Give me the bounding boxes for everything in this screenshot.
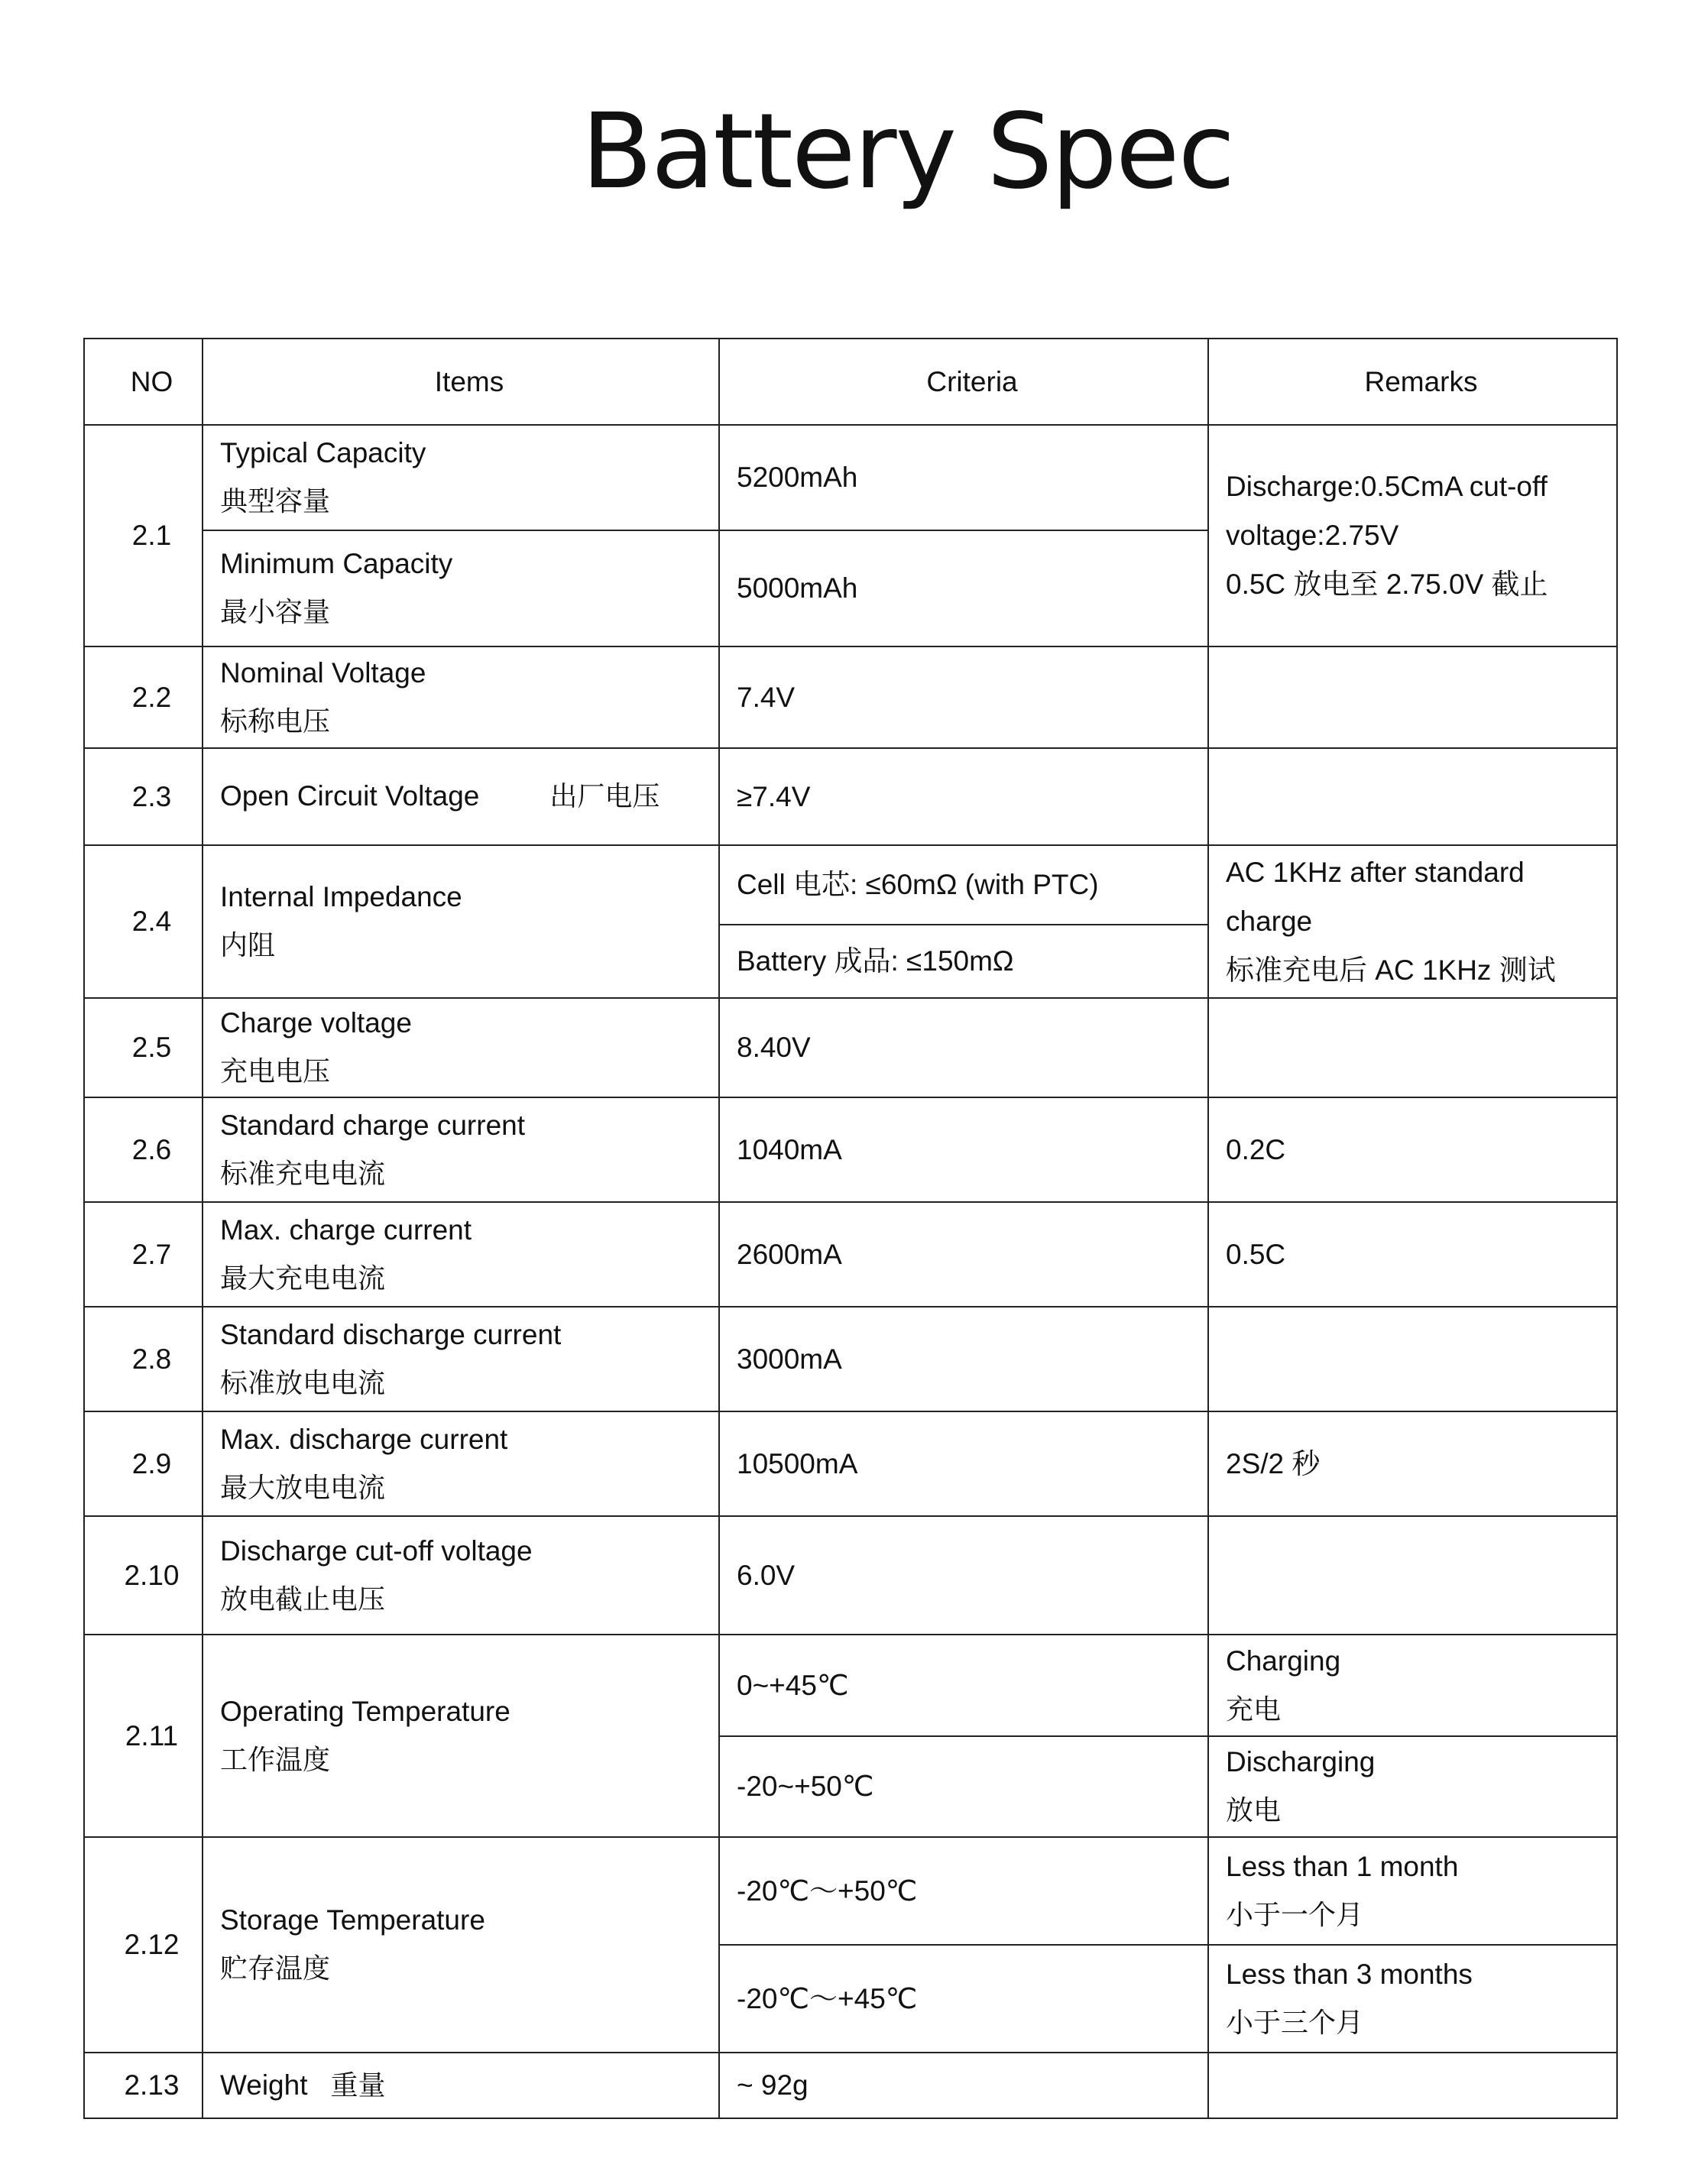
table-row: [84, 1202, 1617, 1307]
item-cell: [203, 530, 719, 646]
remarks-cell: [1208, 748, 1617, 845]
item-label-zh: 工作温度: [220, 1744, 331, 1776]
item-cell: [203, 1097, 719, 1202]
remarks-cell: [1208, 1307, 1617, 1411]
remark-line: Charging: [1226, 1644, 1341, 1677]
item-cell: [203, 1202, 719, 1307]
item-label-zh: 重量: [330, 2069, 386, 2101]
row-number: 2.12: [84, 1837, 203, 2053]
table-row: [84, 425, 1617, 530]
criteria-cell: -20℃～+45℃: [719, 1945, 1208, 2053]
row-number: 2.9: [84, 1411, 203, 1516]
remark-line: Less than 1 month: [1226, 1850, 1459, 1882]
item-label-zh: 标准充电电流: [220, 1158, 386, 1190]
remarks-cell: [1208, 845, 1617, 998]
criteria-cell: ~ 92g: [719, 2053, 1208, 2118]
criteria-cell: 2600mA: [719, 1202, 1208, 1307]
row-number: 2.6: [84, 1097, 203, 1202]
item-label-en: Standard charge current: [220, 1109, 526, 1141]
item-label-zh: 标准放电电流: [220, 1367, 386, 1399]
criteria-cell: 6.0V: [719, 1516, 1208, 1635]
item-cell: [203, 998, 719, 1097]
remark-line: charge: [1226, 906, 1313, 937]
item-label-zh: 最大放电电流: [220, 1472, 386, 1504]
item-label-en: Minimum Capacity: [220, 548, 453, 579]
remarks-cell: [1208, 425, 1617, 646]
item-label-en: Max. discharge current: [220, 1423, 508, 1455]
criteria-cell: 3000mA: [719, 1307, 1208, 1411]
remarks-cell: [1208, 2053, 1617, 2118]
remarks-cell: [1208, 1736, 1617, 1837]
header-items: Items: [203, 339, 719, 425]
item-label-en: Typical Capacity: [220, 437, 426, 468]
item-label-zh: 放电截止电压: [220, 1583, 386, 1615]
item-cell: [203, 1411, 719, 1516]
battery-spec-table: [83, 338, 1618, 2119]
item-cell: [203, 425, 719, 530]
row-number: 2.2: [84, 646, 203, 748]
remarks-cell: 0.2C: [1208, 1097, 1617, 1202]
item-cell: [203, 2053, 719, 2118]
table-row: [84, 1411, 1617, 1516]
remarks-cell: [1208, 1837, 1617, 1945]
table-header-row: [84, 339, 1617, 425]
criteria-cell: -20~+50℃: [719, 1736, 1208, 1837]
row-number: 2.11: [84, 1635, 203, 1837]
item-label-zh: 贮存温度: [220, 1953, 331, 1985]
row-number: 2.10: [84, 1516, 203, 1635]
remarks-cell: 2S/2 秒: [1208, 1411, 1617, 1516]
item-label-en: Operating Temperature: [220, 1695, 510, 1727]
criteria-cell: 5200mAh: [719, 425, 1208, 530]
item-cell: [203, 646, 719, 748]
criteria-cell: -20℃～+50℃: [719, 1837, 1208, 1945]
row-number: 2.1: [84, 425, 203, 646]
remark-line: 小于一个月: [1226, 1899, 1364, 1931]
item-cell: [203, 1837, 719, 2053]
item-label-en: Max. charge current: [220, 1214, 472, 1246]
row-number: 2.3: [84, 748, 203, 845]
header-no: NO: [84, 339, 203, 425]
item-label-zh: 典型容量: [220, 486, 331, 517]
remark-line: Discharge:0.5CmA cut-off: [1226, 471, 1548, 502]
table-row: [84, 646, 1617, 748]
remarks-cell: [1208, 1516, 1617, 1635]
criteria-cell: Battery 成品: ≤150mΩ: [719, 925, 1208, 998]
item-label-zh: 内阻: [220, 930, 276, 961]
row-number: 2.8: [84, 1307, 203, 1411]
table-row: [84, 1307, 1617, 1411]
table-row: [84, 748, 1617, 845]
table-row: [84, 1635, 1617, 1736]
remarks-cell: [1208, 998, 1617, 1097]
remarks-cell: [1208, 646, 1617, 748]
header-remarks: Remarks: [1208, 339, 1617, 425]
criteria-cell: Cell 电芯: ≤60mΩ (with PTC): [719, 845, 1208, 925]
item-label-zh: 最大充电电流: [220, 1262, 386, 1295]
row-number: 2.4: [84, 845, 203, 998]
criteria-cell: 10500mA: [719, 1411, 1208, 1516]
remark-line: AC 1KHz after standard: [1226, 857, 1525, 888]
item-cell: [203, 1516, 719, 1635]
remark-line: 充电: [1226, 1693, 1282, 1725]
item-cell: [203, 845, 719, 998]
criteria-cell: 8.40V: [719, 998, 1208, 1097]
remarks-cell: 0.5C: [1208, 1202, 1617, 1307]
remark-line: voltage:2.75V: [1226, 520, 1399, 551]
remark-line: 放电: [1226, 1795, 1282, 1826]
remarks-cell: [1208, 1945, 1617, 2053]
criteria-cell: 7.4V: [719, 646, 1208, 748]
item-cell: [203, 1307, 719, 1411]
criteria-cell: 5000mAh: [719, 530, 1208, 646]
remarks-cell: [1208, 1635, 1617, 1736]
criteria-cell: 1040mA: [719, 1097, 1208, 1202]
item-label-zh: 充电电压: [220, 1056, 331, 1087]
item-label-zh: 出厂电压: [549, 781, 660, 812]
remark-line: 标准充电后 AC 1KHz 测试: [1226, 954, 1556, 986]
remark-line: Discharging: [1226, 1746, 1376, 1777]
table-row: [84, 998, 1617, 1097]
item-label-en: Discharge cut-off voltage: [220, 1534, 533, 1567]
item-label-en: Charge voltage: [220, 1007, 412, 1039]
remark-line: 0.5C 放电至 2.75.0V 截止: [1226, 569, 1548, 600]
item-label-en: Open Circuit Voltage: [220, 780, 480, 812]
item-cell: [203, 748, 719, 845]
row-number: 2.13: [84, 2053, 203, 2118]
table-row: [84, 1097, 1617, 1202]
row-number: 2.5: [84, 998, 203, 1097]
page-title: Battery Spec: [581, 92, 1234, 212]
table-row: [84, 2053, 1617, 2118]
table-row: [84, 845, 1617, 925]
row-number: 2.7: [84, 1202, 203, 1307]
item-label-en: Nominal Voltage: [220, 656, 426, 689]
table-row: [84, 1516, 1617, 1635]
criteria-cell: ≥7.4V: [719, 748, 1208, 845]
item-label-en: Weight: [220, 2069, 308, 2101]
item-label-en: Standard discharge current: [220, 1318, 562, 1350]
item-label-zh: 最小容量: [220, 597, 331, 628]
item-label-en: Internal Impedance: [220, 881, 462, 912]
item-cell: [203, 1635, 719, 1837]
table-row: [84, 1837, 1617, 1945]
header-criteria: Criteria: [719, 339, 1208, 425]
remark-line: Less than 3 months: [1226, 1958, 1473, 1990]
criteria-cell: 0~+45℃: [719, 1635, 1208, 1736]
item-label-zh: 标称电压: [220, 705, 331, 737]
item-label-en: Storage Temperature: [220, 1904, 485, 1936]
remark-line: 小于三个月: [1226, 2007, 1364, 2039]
